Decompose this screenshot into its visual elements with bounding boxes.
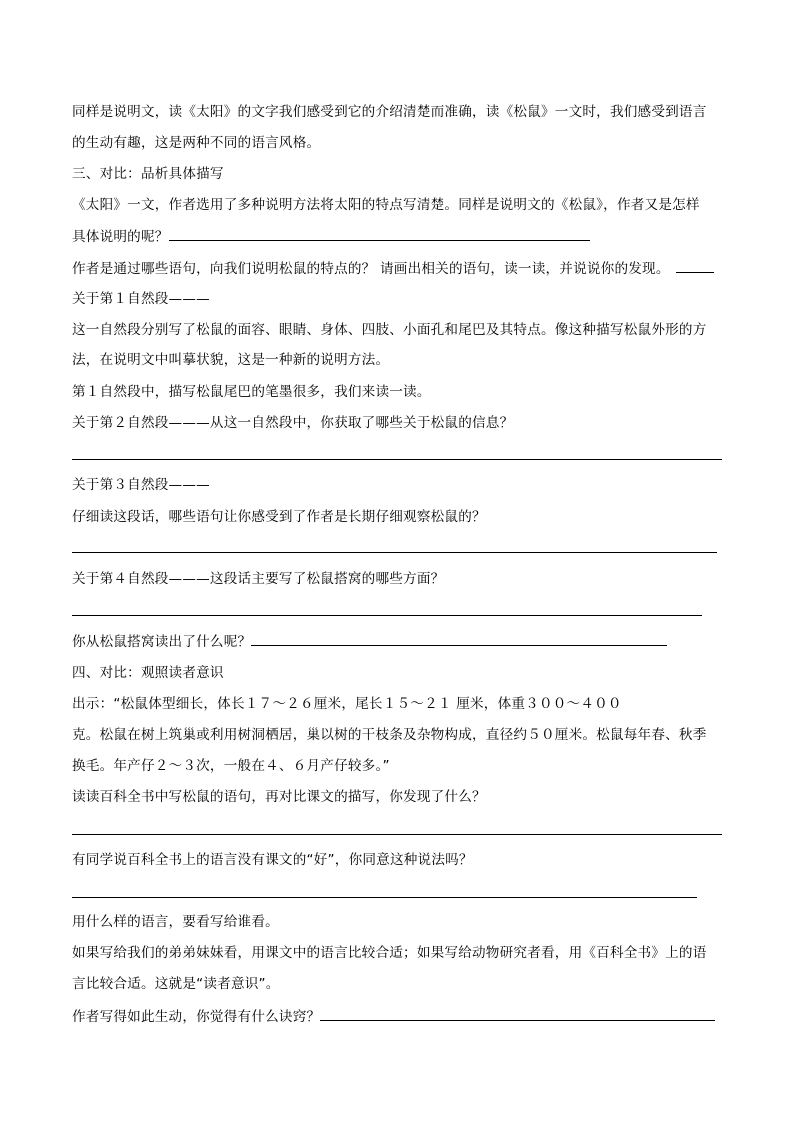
nest-question [72, 631, 667, 652]
paragraph-2-question: 关于第２自然段———从这一自然段中，你获取了哪些关于松鼠的信息？ [72, 415, 514, 431]
encyclopedia-quote-line-2: 克。松鼠在树上筑巢或利用树洞栖居，巢以树的干枝条及杂物构成，直径约５０厘米。松鼠每年春、秋季 [72, 727, 707, 743]
paragraph-intro-line-1: 同样是说明文，读《太阳》的文字我们感受到它的介绍清楚而准确，读《松鼠》一文时，我们感受到语言 [72, 104, 707, 120]
answer-line[interactable] [72, 615, 702, 616]
answer-line[interactable] [72, 897, 697, 898]
audience-explanation-line-2: 言比较合适。这就是“读者意识”。 [72, 976, 280, 992]
paragraph-1-heading: 关于第１自然段——— [72, 291, 210, 307]
paragraph-3-question: 仔细读这段话，哪些语句让你感受到了作者是长期仔细观察松鼠的？ [72, 509, 486, 525]
audience-explanation-line-1: 如果写给我们的弟弟妹妹看，用课文中的语言比较合适；如果写给动物研究者看，用《百科全书》上的语 [72, 945, 707, 961]
encyclopedia-quote-line-3: 换毛。年产仔２～３次，一般在４、６月产仔较多。” [72, 758, 390, 774]
answer-line[interactable] [72, 459, 722, 460]
nest-question-text: 你从松鼠搭窝读出了什么呢？ [72, 634, 252, 650]
answer-blank[interactable] [251, 631, 667, 646]
secret-question-text: 作者写得如此生动，你觉得有什么诀窍？ [72, 1009, 321, 1025]
answer-blank[interactable] [676, 258, 714, 273]
audience-statement: 用什么样的语言，要看写给谁看。 [72, 914, 279, 930]
paragraph-1-analysis-line-2: 法，在说明文中叫摹状貌，这是一种新的说明方法。 [72, 352, 390, 368]
answer-line[interactable] [72, 834, 722, 835]
paragraph-1-tail-reading: 第１自然段中，描写松鼠尾巴的笔墨很多，我们来读一读。 [72, 384, 431, 400]
opinion-question: 有同学说百科全书上的语言没有课文的“好”，你同意这种说法吗？ [72, 852, 473, 868]
answer-blank[interactable] [169, 226, 590, 241]
answer-line[interactable] [72, 552, 717, 553]
section-heading-3: 三、对比：品析具体描写 [72, 166, 224, 182]
paragraph-intro-line-2: 的生动有趣，这是两种不同的语言风格。 [72, 135, 321, 151]
encyclopedia-quote-line-1: 出示：“松鼠体型细长，体长１７～２６厘米，尾长１５～２１ 厘米，体重３００～４００ [72, 696, 622, 712]
question-method-line-1: 《太阳》一文，作者选用了多种说明方法将太阳的特点写清楚。同样是说明文的《松鼠》，作者又是怎样 [72, 197, 700, 213]
paragraph-1-analysis-line-1: 这一自然段分别写了松鼠的面容、眼睛、身体、四肢、小面孔和尾巴及其特点。像这种描写松鼠外形的方 [72, 322, 707, 338]
paragraph-4-question: 关于第４自然段———这段话主要写了松鼠搭窝的哪些方面？ [72, 571, 445, 587]
question-sentences [72, 258, 714, 279]
question-method-line-2 [72, 226, 590, 247]
question-sentences-text: 作者是通过哪些语句，向我们说明松鼠的特点的？ 请画出相关的语句，读一读，并说说你的发现。 [72, 261, 670, 277]
compare-question: 读读百科全书中写松鼠的语句，再对比课文的描写，你发现了什么？ [72, 789, 486, 805]
section-heading-4: 四、对比：观照读者意识 [72, 665, 224, 681]
paragraph-3-heading: 关于第３自然段——— [72, 477, 210, 493]
secret-question [72, 1006, 715, 1027]
question-method-text: 具体说明的呢？ [72, 229, 169, 245]
answer-blank[interactable] [320, 1006, 715, 1021]
